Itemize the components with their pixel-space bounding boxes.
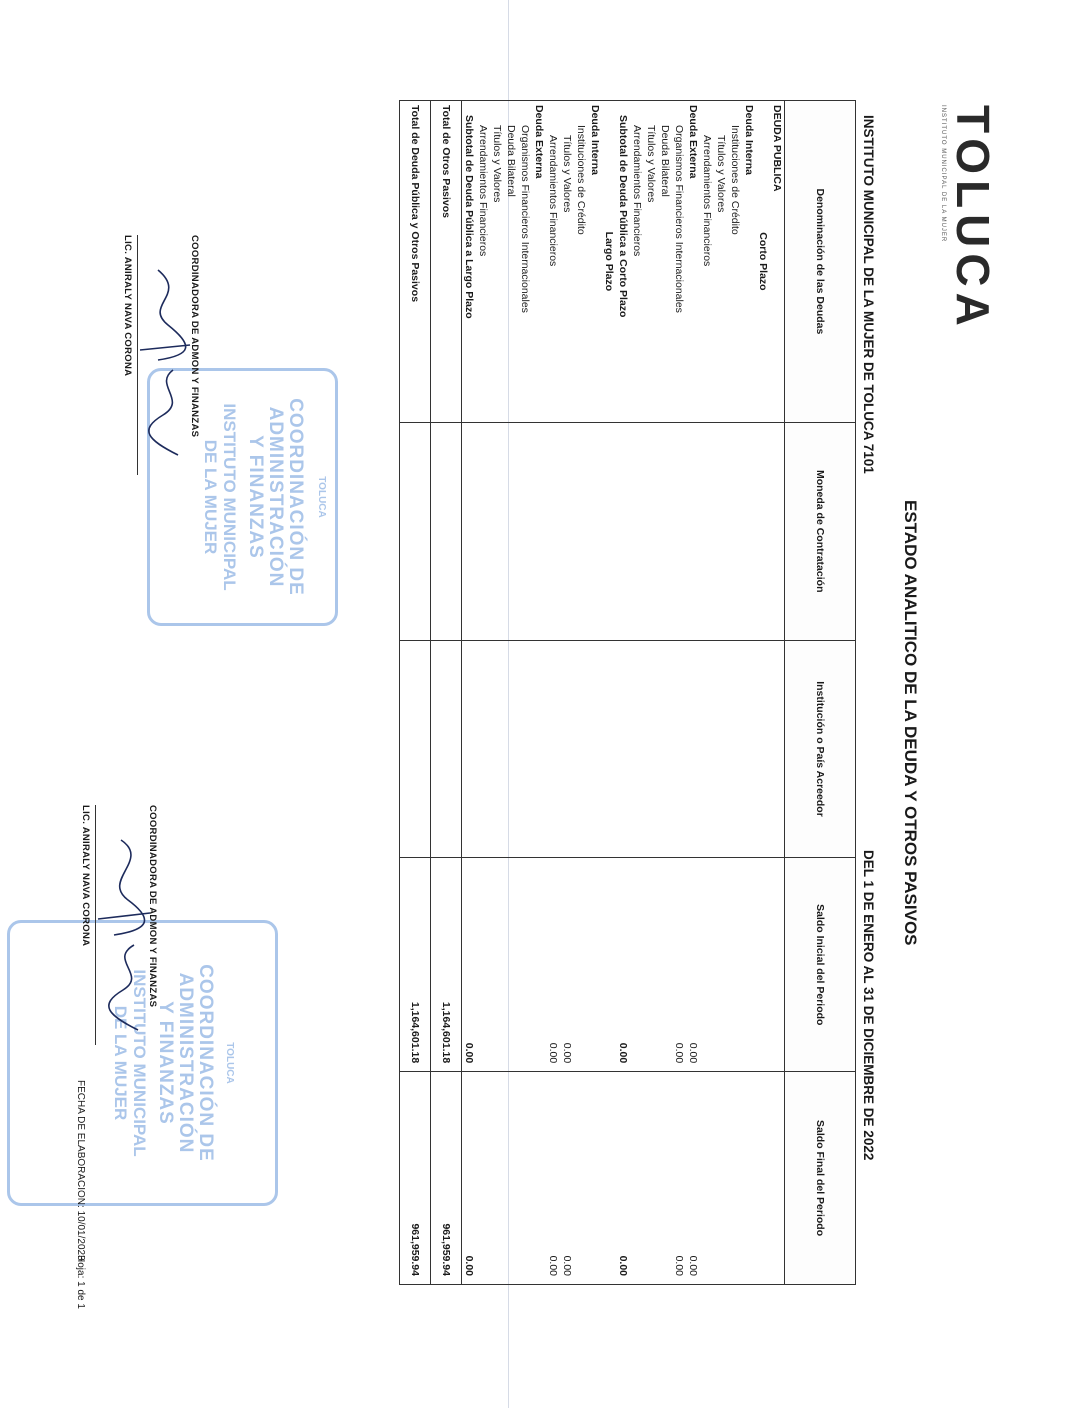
table-row xyxy=(756,101,770,1285)
saldo-final xyxy=(644,1072,658,1285)
row-label: Total de Deuda Pública y Otros Pasivos xyxy=(400,101,431,423)
table-row xyxy=(714,101,728,1285)
stamp-line: Y FINANZAS xyxy=(155,1001,176,1125)
row-label: Deuda Bilateral xyxy=(658,101,672,423)
stamp-line: DE LA MUJER xyxy=(111,1005,130,1121)
saldo-inicial xyxy=(644,858,658,1072)
table-row xyxy=(560,101,574,1285)
row-label: Deuda Bilateral xyxy=(504,101,518,423)
saldo-inicial: 0.00 xyxy=(462,858,477,1072)
saldo-inicial xyxy=(518,858,532,1072)
row-label: Títulos y Valores xyxy=(560,101,574,423)
saldo-final: 0.00 xyxy=(546,1072,560,1285)
saldo-inicial: 1,164,601.18 xyxy=(431,858,462,1072)
saldo-final: 0.00 xyxy=(616,1072,630,1285)
saldo-final xyxy=(700,1072,714,1285)
signature-role: COORDINADORA DE ADMON Y FINANZAS xyxy=(147,805,158,1008)
saldo-final xyxy=(504,1072,518,1285)
stamp-line: INSTITUTO MUNICIPAL xyxy=(130,969,149,1157)
table-row xyxy=(476,101,490,1285)
signature-block xyxy=(80,805,158,1045)
table-row xyxy=(546,101,560,1285)
saldo-inicial: 1,164,601.18 xyxy=(400,858,431,1072)
col-moneda: Moneda de Contratación xyxy=(785,422,856,640)
elaboration-date: FECHA DE ELABORACION: 10/01/2023 xyxy=(75,1080,86,1261)
stamp-line: ADMINISTRACIÓN xyxy=(175,972,196,1154)
row-label: Arrendamientos Financieros xyxy=(630,101,644,423)
table-row xyxy=(616,101,630,1285)
row-label: Instituciones de Crédito xyxy=(728,101,742,423)
stamp-brand: TOLUCA xyxy=(224,1042,235,1084)
row-label: Arrendamientos Financieros xyxy=(476,101,490,423)
table-row xyxy=(588,101,602,1285)
report-title: ESTADO ANALITICO DE LA DEUDA Y OTROS PASIVOS xyxy=(901,500,920,946)
handwritten-signature xyxy=(136,265,198,465)
row-label: Deuda Externa xyxy=(686,101,700,423)
row-label: Organismos Financieros Internacionales xyxy=(518,101,532,423)
saldo-inicial xyxy=(602,858,616,1072)
saldo-inicial xyxy=(756,858,770,1072)
table-row xyxy=(602,101,616,1285)
saldo-final xyxy=(658,1072,672,1285)
saldo-inicial xyxy=(490,858,504,1072)
saldo-final: 961,959.94 xyxy=(431,1072,462,1285)
table-header-row xyxy=(785,101,856,1285)
saldo-final: 0.00 xyxy=(672,1072,686,1285)
stamp-line: COORDINACIÓN DE xyxy=(285,398,306,596)
table-row xyxy=(574,101,588,1285)
saldo-inicial xyxy=(588,858,602,1072)
table-row xyxy=(742,101,756,1285)
saldo-final: 0.00 xyxy=(686,1072,700,1285)
saldo-final: 0.00 xyxy=(560,1072,574,1285)
stamp-line: ADMINISTRACIÓN xyxy=(265,406,286,588)
saldo-final: 0.00 xyxy=(462,1072,477,1285)
table-row xyxy=(400,101,431,1285)
saldo-inicial xyxy=(728,858,742,1072)
row-label: DEUDA PUBLICA xyxy=(770,101,785,423)
row-label: Deuda Interna xyxy=(588,101,602,423)
saldo-inicial xyxy=(574,858,588,1072)
saldo-final xyxy=(532,1072,546,1285)
saldo-final xyxy=(518,1072,532,1285)
saldo-final xyxy=(742,1072,756,1285)
toluca-logo xyxy=(928,105,999,332)
saldo-inicial xyxy=(504,858,518,1072)
logo-subtitle: INSTITUTO MUNICIPAL DE LA MUJER xyxy=(940,105,946,243)
stamp-line: COORDINACIÓN DE xyxy=(195,964,216,1162)
saldo-inicial xyxy=(714,858,728,1072)
table-row xyxy=(630,101,644,1285)
saldo-inicial xyxy=(532,858,546,1072)
col-saldo-final: Saldo Final del Periodo xyxy=(785,1072,856,1285)
table-row xyxy=(644,101,658,1285)
saldo-final xyxy=(630,1072,644,1285)
saldo-final xyxy=(588,1072,602,1285)
table-row xyxy=(504,101,518,1285)
page-number: Hoja: 1 de 1 xyxy=(75,1255,86,1309)
saldo-inicial xyxy=(700,858,714,1072)
row-label: Títulos y Valores xyxy=(644,101,658,423)
saldo-final xyxy=(574,1072,588,1285)
table-row xyxy=(462,101,477,1285)
row-label: Organismos Financieros Internacionales xyxy=(672,101,686,423)
saldo-inicial: 0.00 xyxy=(546,858,560,1072)
saldo-inicial xyxy=(630,858,644,1072)
saldo-inicial xyxy=(658,858,672,1072)
handwritten-signature xyxy=(94,835,156,1035)
saldo-final xyxy=(490,1072,504,1285)
saldo-inicial: 0.00 xyxy=(672,858,686,1072)
row-label: Deuda Externa xyxy=(532,101,546,423)
table-row xyxy=(770,101,785,1285)
table-row xyxy=(728,101,742,1285)
row-label: Total de Otros Pasivos xyxy=(431,101,462,423)
signature-role: COORDINADORA DE ADMON Y FINANZAS xyxy=(189,235,200,438)
row-label: Subtotal de Deuda Pública a Largo Plazo xyxy=(462,101,477,423)
saldo-final xyxy=(602,1072,616,1285)
saldo-inicial xyxy=(770,858,785,1072)
table-row xyxy=(490,101,504,1285)
table-row xyxy=(672,101,686,1285)
row-label: Arrendamientos Financieros xyxy=(546,101,560,423)
saldo-final xyxy=(770,1072,785,1285)
saldo-final xyxy=(728,1072,742,1285)
table-row xyxy=(658,101,672,1285)
table-row xyxy=(532,101,546,1285)
stamp-line: Y FINANZAS xyxy=(245,435,266,559)
table-row xyxy=(518,101,532,1285)
stamp-line: DE LA MUJER xyxy=(201,439,220,555)
signature-name: LIC. ANIRALY NAVA CORONA xyxy=(122,235,133,377)
col-denominacion: Denominación de las Deudas xyxy=(785,101,856,423)
row-label: Títulos y Valores xyxy=(714,101,728,423)
row-label: Deuda Interna xyxy=(742,101,756,423)
logo-wordmark: TOLUCA xyxy=(947,105,999,332)
report-period: DEL 1 DE ENERO AL 31 DE DICIEMBRE DE 2022 xyxy=(861,850,876,1161)
stamp-brand: TOLUCA xyxy=(316,476,327,518)
entity-name: INSTITUTO MUNICIPAL DE LA MUJER DE TOLUCA 7101 xyxy=(861,115,876,474)
row-label: Corto Plazo xyxy=(756,101,770,423)
row-label: Instituciones de Crédito xyxy=(574,101,588,423)
stamp-line: INSTITUTO MUNICIPAL xyxy=(220,403,239,591)
saldo-final xyxy=(476,1072,490,1285)
table-row xyxy=(700,101,714,1285)
saldo-inicial xyxy=(742,858,756,1072)
table-row xyxy=(686,101,700,1285)
saldo-final: 961,959.94 xyxy=(400,1072,431,1285)
signature-block xyxy=(122,235,200,475)
row-label: Subtotal de Deuda Pública a Corto Plazo xyxy=(616,101,630,423)
signature-name: LIC. ANIRALY NAVA CORONA xyxy=(80,805,91,947)
row-label: Largo Plazo xyxy=(602,101,616,423)
col-saldo-inicial: Saldo Inicial del Periodo xyxy=(785,858,856,1072)
table-row xyxy=(431,101,462,1285)
saldo-inicial: 0.00 xyxy=(686,858,700,1072)
debt-table xyxy=(399,100,856,1285)
saldo-final xyxy=(756,1072,770,1285)
saldo-final xyxy=(714,1072,728,1285)
col-institucion: Institución o País Acreedor xyxy=(785,640,856,858)
row-label: Títulos y Valores xyxy=(490,101,504,423)
saldo-inicial: 0.00 xyxy=(560,858,574,1072)
saldo-inicial xyxy=(476,858,490,1072)
row-label: Arrendamientos Financieros xyxy=(700,101,714,423)
saldo-inicial: 0.00 xyxy=(616,858,630,1072)
